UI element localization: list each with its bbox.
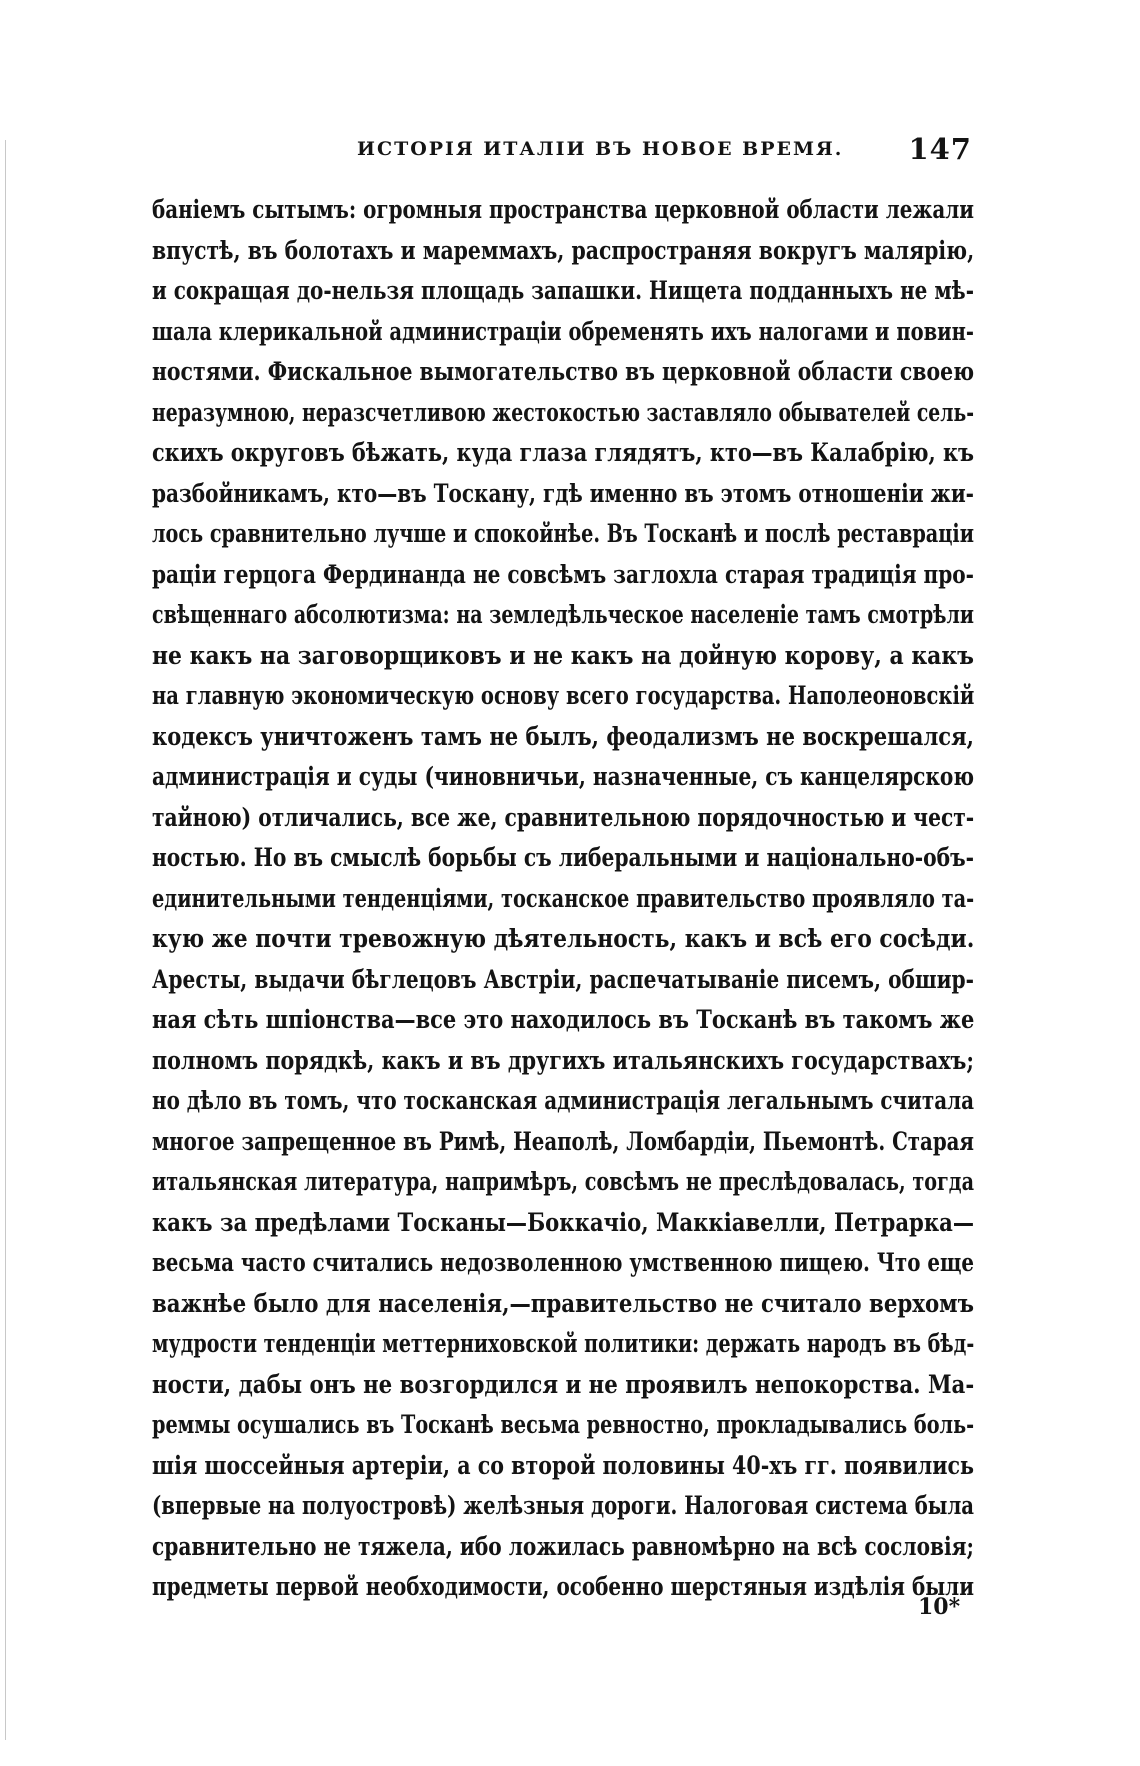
running-title: ИСТОРІЯ ИТАЛІИ ВЪ НОВОЕ ВРЕМЯ. — [357, 138, 844, 160]
text-line: сравнительно не тяжела, ибо ложилась равномѣрно на всѣ сословія; — [152, 1531, 974, 1561]
body-text — [152, 190, 974, 1608]
text-line: полномъ порядкѣ, какъ и въ другихъ итальянскихъ государствахъ; — [152, 1045, 974, 1075]
text-line: какъ за предѣлами Тосканы—Боккачіо, Маккіавелли, Петрарка— — [152, 1207, 974, 1237]
page-number: 147 — [908, 132, 972, 166]
text-line: весьма часто считались недозволенною умственною пищею. Что еще — [152, 1248, 974, 1277]
text-line: кую же почти тревожную дѣятельность, какъ и всѣ его сосѣди. — [152, 924, 975, 953]
text-line: важнѣе было для населенія,—правительство не считало верхомъ — [152, 1288, 974, 1318]
text-line: (впервые на полуостровѣ) желѣзныя дороги. Налоговая система была — [152, 1491, 974, 1520]
text-line: итальянская литература, напримѣръ, совсѣмъ не преслѣдовалась, тогда — [152, 1167, 974, 1196]
text-line: единительными тенденціями, тосканское правительство проявляло та- — [152, 883, 975, 913]
text-line: неразумною, неразсчетливою жестокостью заставляло обывателей сель- — [152, 397, 974, 427]
text-line: раціи герцога Фердинанда не совсѣмъ заглохла старая традиція про- — [152, 559, 974, 589]
text-line: баніемъ сытымъ: огромныя пространства церковной области лежали — [152, 195, 974, 224]
text-line: свѣщеннаго абсолютизма: на земледѣльческое населеніе тамъ смотрѣли — [152, 600, 974, 629]
text-line: Аресты, выдачи бѣглецовъ Австріи, распечатываніе писемъ, обшир- — [152, 964, 974, 994]
text-line: кодексъ уничтоженъ тамъ не былъ, феодализмъ не воскрешался, — [152, 721, 974, 751]
text-line: ностями. Фискальное вымогательство въ церковной области своею — [152, 357, 974, 386]
text-line: ностью. Но въ смыслѣ борьбы съ либеральными и національно-объ- — [152, 843, 974, 872]
text-line: впустѣ, въ болотахъ и мареммахъ, распространяя вокругъ малярію, — [152, 235, 975, 265]
text-line: шала клерикальной администраціи обременять ихъ налогами и повин- — [152, 316, 974, 346]
text-line: не какъ на заговорщиковъ и не какъ на дойную корову, а какъ — [152, 640, 974, 670]
text-line: многое запрещенное въ Римѣ, Неаполѣ, Ломбардіи, Пьемонтѣ. Старая — [152, 1126, 974, 1156]
text-line: и сокращая до-нельзя площадь запашки. Нищета подданныхъ не мѣ- — [152, 276, 974, 305]
text-line: скихъ округовъ бѣжать, куда глаза глядятъ, кто—въ Калабрію, къ — [152, 438, 975, 467]
text-line: на главную экономическую основу всего государства. Наполеоновскій — [152, 681, 975, 710]
text-line: предметы первой необходимости, особенно шерстяныя издѣлія были — [152, 1572, 974, 1601]
text-line: реммы осушались въ Тосканѣ весьма ревностно, прокладывались боль- — [152, 1410, 975, 1439]
text-line: разбойникамъ, кто—въ Тоскану, гдѣ именно въ этомъ отношеніи жи- — [152, 478, 974, 508]
text-line: ная сѣть шпіонства—все это находилось въ Тосканѣ въ такомъ же — [152, 1005, 975, 1034]
text-line: лось сравнительно лучше и спокойнѣе. Въ Тосканѣ и послѣ реставраціи — [152, 519, 974, 548]
page-header — [152, 132, 982, 172]
signature-mark: 10* — [918, 1594, 961, 1620]
text-line: но дѣло въ томъ, что тосканская администрація легальнымъ считала — [152, 1086, 975, 1115]
text-line: администрація и суды (чиновничьи, назначенные, съ канцелярскою — [152, 762, 974, 791]
text-line: мудрости тенденціи меттерниховской политики: держать народъ въ бѣд- — [152, 1329, 975, 1358]
text-line: ности, дабы онъ не возгордился и не проявилъ непокорства. Ма- — [152, 1369, 975, 1399]
page-edge-line — [5, 140, 6, 1740]
text-line: шія шоссейныя артеріи, а со второй половины 40-хъ гг. появились — [152, 1450, 974, 1480]
text-line: тайною) отличались, все же, сравнительною порядочностью и чест- — [152, 802, 975, 832]
